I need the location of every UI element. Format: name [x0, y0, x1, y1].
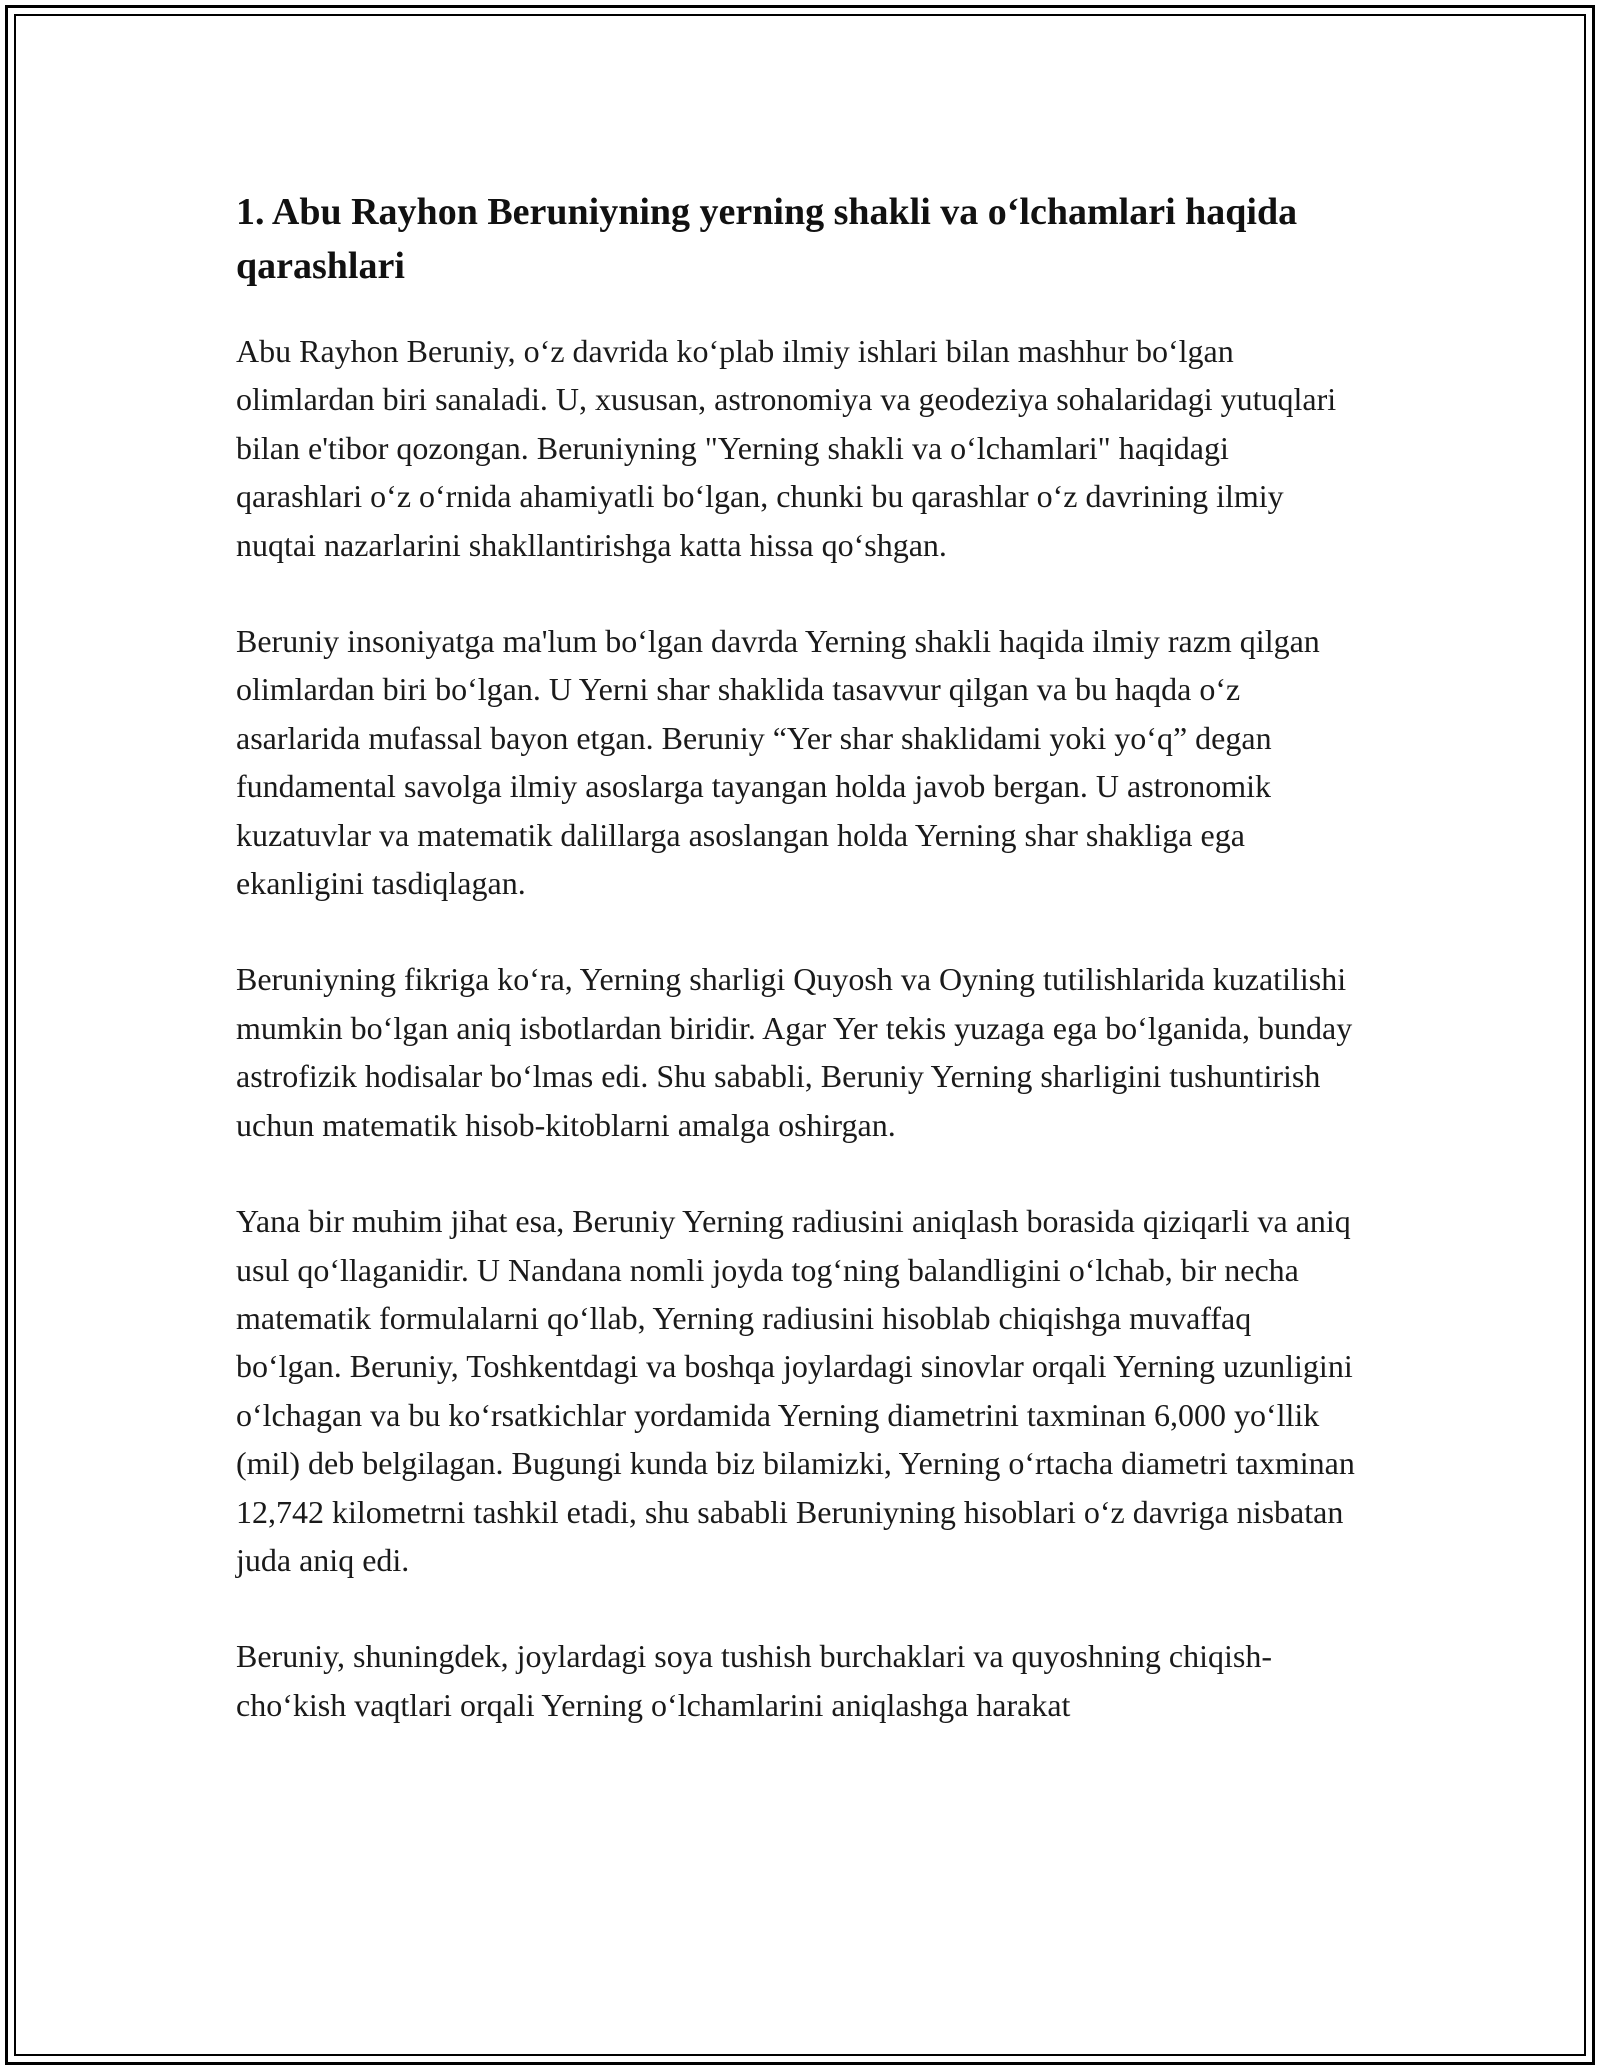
section-heading: 1. Abu Rayhon Beruniyning yerning shakli va oʻlchamlari haqida qarashlari	[236, 191, 1298, 287]
document-body	[236, 185, 1356, 1777]
paragraph-3: Beruniyning fikriga koʻra, Yerning sharligi Quyosh va Oyning tutilishlarida kuzatilishi mumkin boʻlgan aniq isbotlardan biridir. Agar Yer tekis yuzaga ega boʻlganida, bunday astrofizik hodisalar boʻlmas edi. Shu sababli, Beruniy Yerning sharligini tushuntirish uchun matematik hisob-kitoblarni amalga oshirgan.	[236, 961, 1353, 1143]
paragraph-1: Abu Rayhon Beruniy, oʻz davrida koʻplab ilmiy ishlari bilan mashhur boʻlgan olimlardan biri sanaladi. U, xususan, astronomiya va geodeziya sohalaridagi yutuqlari bilan e'tibor qozongan. Beruniyning "Yerning shakli va oʻlchamlari" haqidagi qarashlari oʻz oʻrnida ahamiyatli boʻlgan, chunki bu qarashlar oʻz davrining ilmiy nuqtai nazarlarini shakllantirishga katta hissa qoʻshgan.	[236, 333, 1337, 563]
paragraph-4: Yana bir muhim jihat esa, Beruniy Yerning radiusini aniqlash borasida qiziqarli va aniq usul qoʻllaganidir. U Nandana nomli joyda togʻning balandligini oʻlchab, bir necha matematik formulalarni qoʻllab, Yerning radiusini hisoblab chiqishga muvaffaq boʻlgan. Beruniy, Toshkentdagi va boshqa joylardagi sinovlar orqali Yerning uzunligini oʻlchagan va bu koʻrsatkichlar yordamida Yerning diametrini taxminan 6,000 yoʻllik (mil) deb belgilagan. Bugungi kunda biz bilamizki, Yerning oʻrtacha diametri taxminan 12,742 kilometrni tashkil etadi, shu sababli Beruniyning hisoblari oʻz davriga nisbatan juda aniq edi.	[236, 1203, 1355, 1578]
paragraph-2: Beruniy insoniyatga ma'lum boʻlgan davrda Yerning shakli haqida ilmiy razm qilgan olimlardan biri boʻlgan. U Yerni shar shaklida tasavvur qilgan va bu haqda oʻz asarlarida mufassal bayon etgan. Beruniy “Yer shar shaklidami yoki yoʻq” degan fundamental savolga ilmiy asoslarga tayangan holda javob bergan. U astronomik kuzatuvlar va matematik dalillarga asoslangan holda Yerning shar shakliga ega ekanligini tasdiqlagan.	[236, 623, 1320, 902]
paragraph-5: Beruniy, shuningdek, joylardagi soya tushish burchaklari va quyoshning chiqish-choʻkish vaqtlari orqali Yerning oʻlchamlarini aniqlashga harakat	[236, 1638, 1272, 1723]
